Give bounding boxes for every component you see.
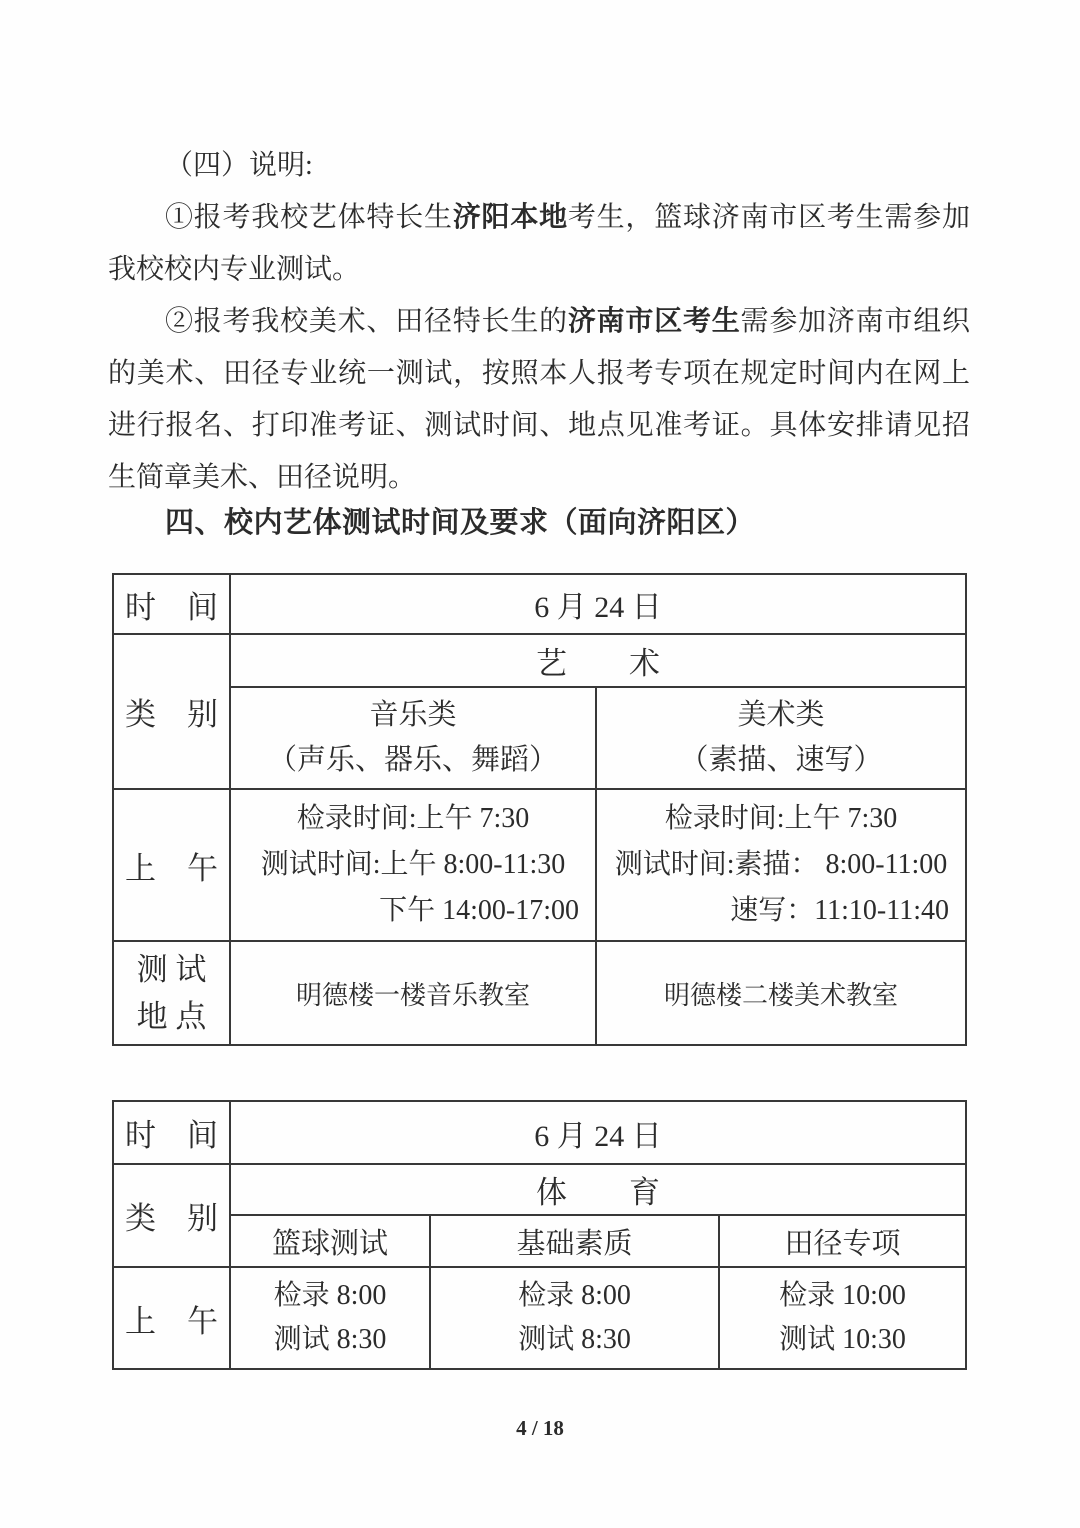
fine-art-checkin-time: 检录时间:上午 7:30 [664,803,898,835]
track-schedule-cell [720,1268,965,1368]
fine-art-category-header-cell [597,688,965,790]
p2-line3-text: 进行报名、打印准考证、测试时间、地点见准考证。具体安排请见招 [108,410,970,441]
body-text [108,140,970,504]
basketball-test-time: 测试 8:30 [273,1324,387,1356]
fitness-schedule-cell [431,1268,720,1368]
test-location-label-line2: 地 点 [136,998,207,1034]
music-morning-schedule-cell [231,790,597,942]
art-category-label-cell: 类 别 [114,635,231,790]
track-header-cell: 田径专项 [720,1216,965,1268]
basketball-checkin-time: 检录 8:00 [273,1279,387,1311]
p2-bold-text: 济南市区考生 [567,306,741,337]
page-number: 4 / 18 [516,1416,564,1440]
fine-art-morning-schedule-cell [597,790,965,942]
fine-art-test-time: 测试时间:素描： 8:00-11:00 [614,849,948,881]
section-heading: 四、校内艺体测试时间及要求（面向济阳区） [165,507,756,539]
paragraph-1-line-2 [108,244,970,296]
fitness-test-time: 测试 8:30 [518,1324,631,1356]
paragraph-2-line-3 [108,400,970,452]
art-time-value-cell: 6 月 24 日 [231,575,965,635]
art-test-schedule-table [112,573,967,1046]
note-heading-text: （四）说明: [165,150,313,181]
music-category-subtitle: （声乐、器乐、舞蹈） [267,744,558,777]
basketball-header-cell: 篮球测试 [231,1216,431,1268]
sports-category-group-cell: 体 育 [231,1165,965,1216]
fitness-checkin-time: 检录 8:00 [518,1279,631,1311]
p1-text: ①报考我校艺体特长生 [165,202,453,233]
paragraph-1-line-1 [108,192,970,244]
sports-time-label-cell: 时 间 [114,1102,231,1165]
art-category-group-cell: 艺 术 [231,635,965,688]
music-category-header-cell [231,688,597,790]
p2-line2-text: 的美术、田径专业统一测试，按照本人报考专项在规定时间内在网上 [108,358,970,389]
music-test-time: 测试时间:上午 8:00-11:30 [260,849,566,881]
p1-line2-text: 我校校内专业测试。 [108,254,361,285]
music-location-cell: 明德楼一楼音乐教室 [231,942,597,1044]
fitness-header-cell: 基础素质 [431,1216,720,1268]
music-checkin-time: 检录时间:上午 7:30 [296,803,530,835]
p1-bold-text: 济阳本地 [452,202,568,233]
note-heading-line [108,140,970,192]
music-category-title: 音乐类 [369,699,457,732]
test-location-label-cell [114,942,231,1044]
p2-text-cont: 需参加济南市组织 [740,306,970,337]
p2-line4-text: 生简章美术、田径说明。 [108,462,417,493]
basketball-schedule-cell [231,1268,431,1368]
track-test-time: 测试 10:30 [779,1324,906,1356]
test-location-label-line1: 测 试 [136,952,207,988]
sports-test-schedule-table [112,1100,967,1370]
art-morning-label-cell: 上 午 [114,790,231,942]
sports-time-value-cell: 6 月 24 日 [231,1102,965,1165]
paragraph-2-line-1 [108,296,970,348]
p2-text: ②报考我校美术、田径特长生的 [165,306,568,337]
paragraph-2-line-2 [108,348,970,400]
fine-art-category-title: 美术类 [737,699,825,732]
fine-art-test-time-2: 速写：11:10-11:40 [730,895,949,927]
fine-art-category-subtitle: （素描、速写） [679,744,883,777]
fine-art-location-cell: 明德楼二楼美术教室 [663,980,898,1010]
art-time-label-cell: 时 间 [114,575,231,635]
sports-morning-label-cell: 上 午 [114,1268,231,1368]
track-checkin-time: 检录 10:00 [779,1279,906,1311]
music-test-time-2: 下午 14:00-17:00 [379,895,579,927]
p1-text-cont: 考生，篮球济南市区考生需参加 [567,202,970,233]
sports-category-label-cell: 类 别 [114,1165,231,1268]
